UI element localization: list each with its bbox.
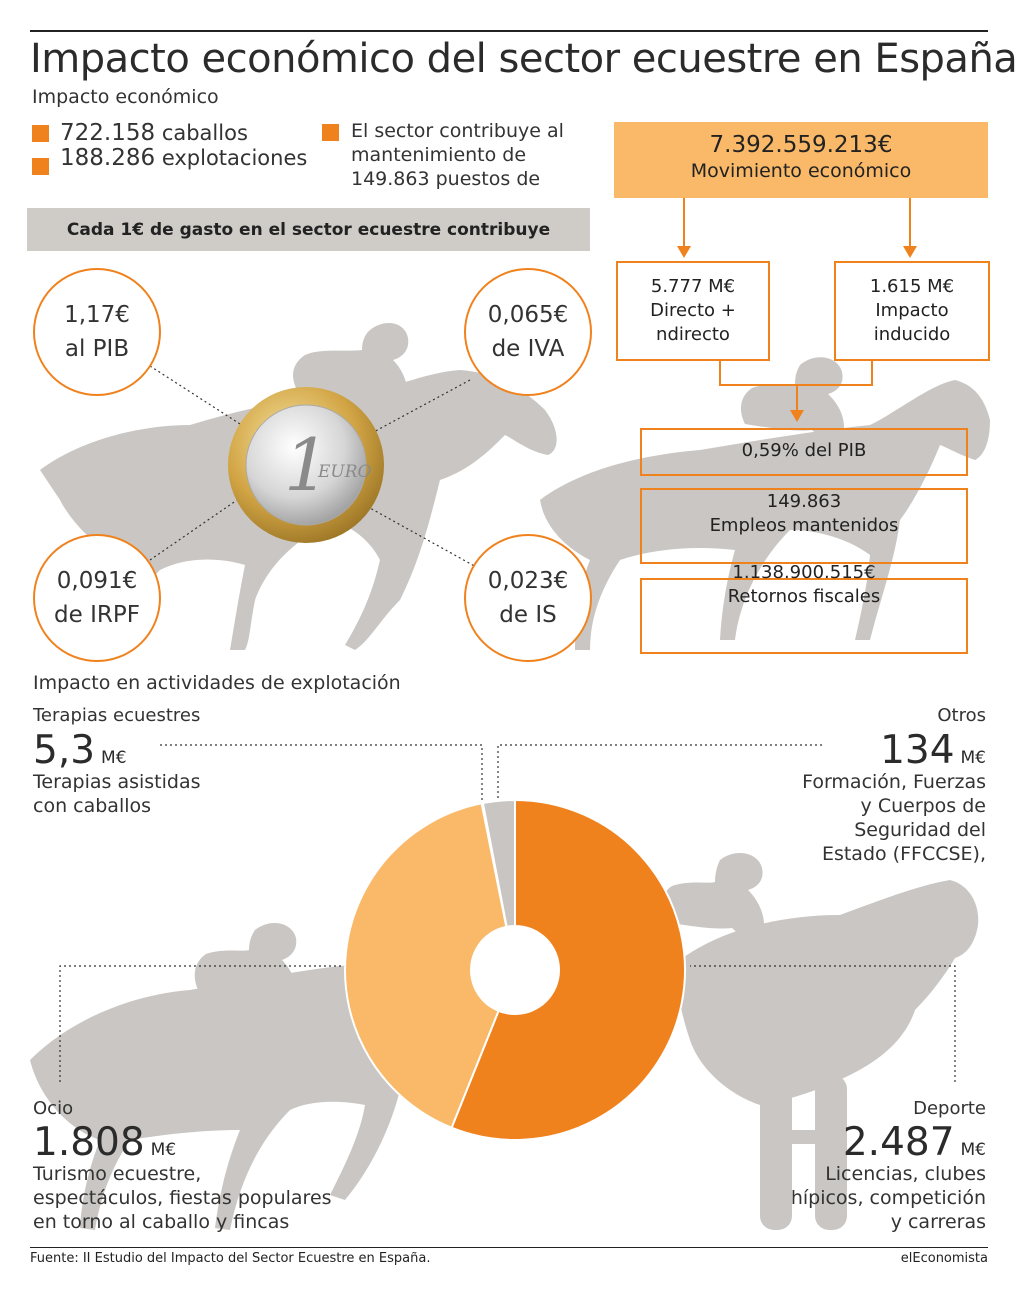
euro-circle-label: de IRPF	[54, 602, 140, 628]
employment-note-line: El sector contribuye al	[351, 120, 564, 142]
direct-impact-value: 5.777 M€	[650, 276, 736, 297]
ocio-unit: M€	[150, 1140, 177, 1160]
donut-hole	[470, 925, 560, 1015]
stat-horses-value: 722.158	[60, 120, 156, 146]
direct-impact-label: ndirecto	[656, 324, 730, 345]
bottom-rule	[30, 1247, 988, 1248]
result-label: 0,59% del PIB	[741, 440, 867, 461]
ocio-desc	[33, 1162, 332, 1234]
induced-impact-box	[834, 261, 990, 361]
source-note: Fuente: II Estudio del Impacto del Sector Ecuestre en España.	[30, 1251, 431, 1266]
otros-desc	[802, 770, 986, 866]
page-subtitle: Impacto económico	[32, 86, 219, 108]
direct-impact-box	[616, 261, 770, 361]
induced-impact-value: 1.615 M€	[869, 276, 955, 297]
activities-title: Impacto en actividades de explotación	[33, 672, 401, 694]
page-title: Impacto económico del sector ecuestre en España	[30, 36, 1018, 82]
ocio-value: 1.808	[33, 1120, 145, 1165]
terapias-desc-line: Terapias asistidas	[33, 771, 201, 793]
direct-impact-label: Directo +	[650, 300, 736, 321]
euro-circle-value: 1,17€	[64, 302, 130, 328]
deporte-unit: M€	[960, 1140, 986, 1160]
employment-note-line: 149.863 puestos de	[351, 168, 541, 190]
otros-value: 134	[880, 728, 955, 773]
induced-impact-label: inducido	[873, 324, 951, 345]
otros-unit: M€	[960, 748, 986, 768]
euro-circle-label: al PIB	[64, 336, 130, 362]
contribution-banner: Cada 1€ de gasto en el sector ecuestre contribuye	[27, 208, 590, 251]
ocio-value-row	[33, 1120, 176, 1165]
terapias-desc-line: con caballos	[33, 795, 152, 817]
terapias-value: 5,3	[33, 728, 96, 773]
economic-movement-value: 7.392.559.213€	[709, 132, 893, 158]
otros-desc-line: Formación, Fuerzas	[802, 771, 986, 793]
otros-desc-line: y Cuerpos de	[860, 795, 986, 817]
deporte-name: Deporte	[913, 1098, 986, 1119]
euro-circle-value: 0,091€	[56, 568, 138, 594]
ocio-desc-line: espectáculos, fiestas populares	[33, 1187, 332, 1209]
ocio-desc-line: en torno al caballo y fincas	[33, 1211, 290, 1233]
deporte-desc-line: y carreras	[890, 1211, 986, 1233]
result-value: 149.863	[766, 491, 842, 512]
result-value: 1.138.900.515€	[732, 562, 876, 583]
euro-circle-value: 0,023€	[487, 568, 569, 594]
result-fiscal	[640, 562, 968, 654]
deporte-desc	[791, 1162, 986, 1234]
coin-number: 1	[284, 423, 330, 507]
otros-desc-line: Seguridad del	[854, 819, 986, 841]
result-label: Empleos mantenidos	[709, 515, 899, 536]
stat-farms-value: 188.286	[60, 145, 156, 171]
induced-impact-label: Impacto	[875, 300, 949, 321]
terapias-desc	[33, 770, 201, 818]
coin-word: EURO	[318, 462, 372, 482]
otros-desc-line: Estado (FFCCSE),	[821, 843, 986, 865]
ocio-desc-line: Turismo ecuestre,	[33, 1163, 202, 1185]
deporte-value: 2.487	[842, 1120, 955, 1165]
deporte-desc-line: hípicos, competición	[790, 1187, 986, 1209]
euro-circle-label: de IVA	[491, 336, 565, 362]
economic-movement-label: Movimiento económico	[690, 160, 912, 182]
deporte-value-row	[843, 1120, 986, 1165]
stat-farms-label: explotaciones	[161, 146, 308, 170]
stat-horses-label: caballos	[161, 121, 248, 145]
activities-donut-chart	[340, 795, 700, 1155]
euro-circle-label: de IS	[499, 602, 557, 628]
employment-note-line: mantenimiento de	[351, 144, 527, 166]
result-label: Retornos fiscales	[727, 586, 881, 607]
terapias-value-row	[33, 728, 127, 773]
otros-name: Otros	[937, 705, 986, 726]
terapias-unit: M€	[101, 748, 127, 768]
result-gdp-share	[640, 428, 968, 476]
euro-circle-value: 0,065€	[487, 302, 569, 328]
fence-rail	[790, 1130, 818, 1144]
deporte-desc-line: Licencias, clubes	[825, 1163, 986, 1185]
terapias-name: Terapias ecuestres	[33, 705, 201, 726]
result-jobs	[640, 488, 968, 564]
ocio-name: Ocio	[33, 1098, 74, 1119]
otros-value-row	[880, 728, 986, 773]
brand-logo: elEconomista	[900, 1251, 988, 1266]
